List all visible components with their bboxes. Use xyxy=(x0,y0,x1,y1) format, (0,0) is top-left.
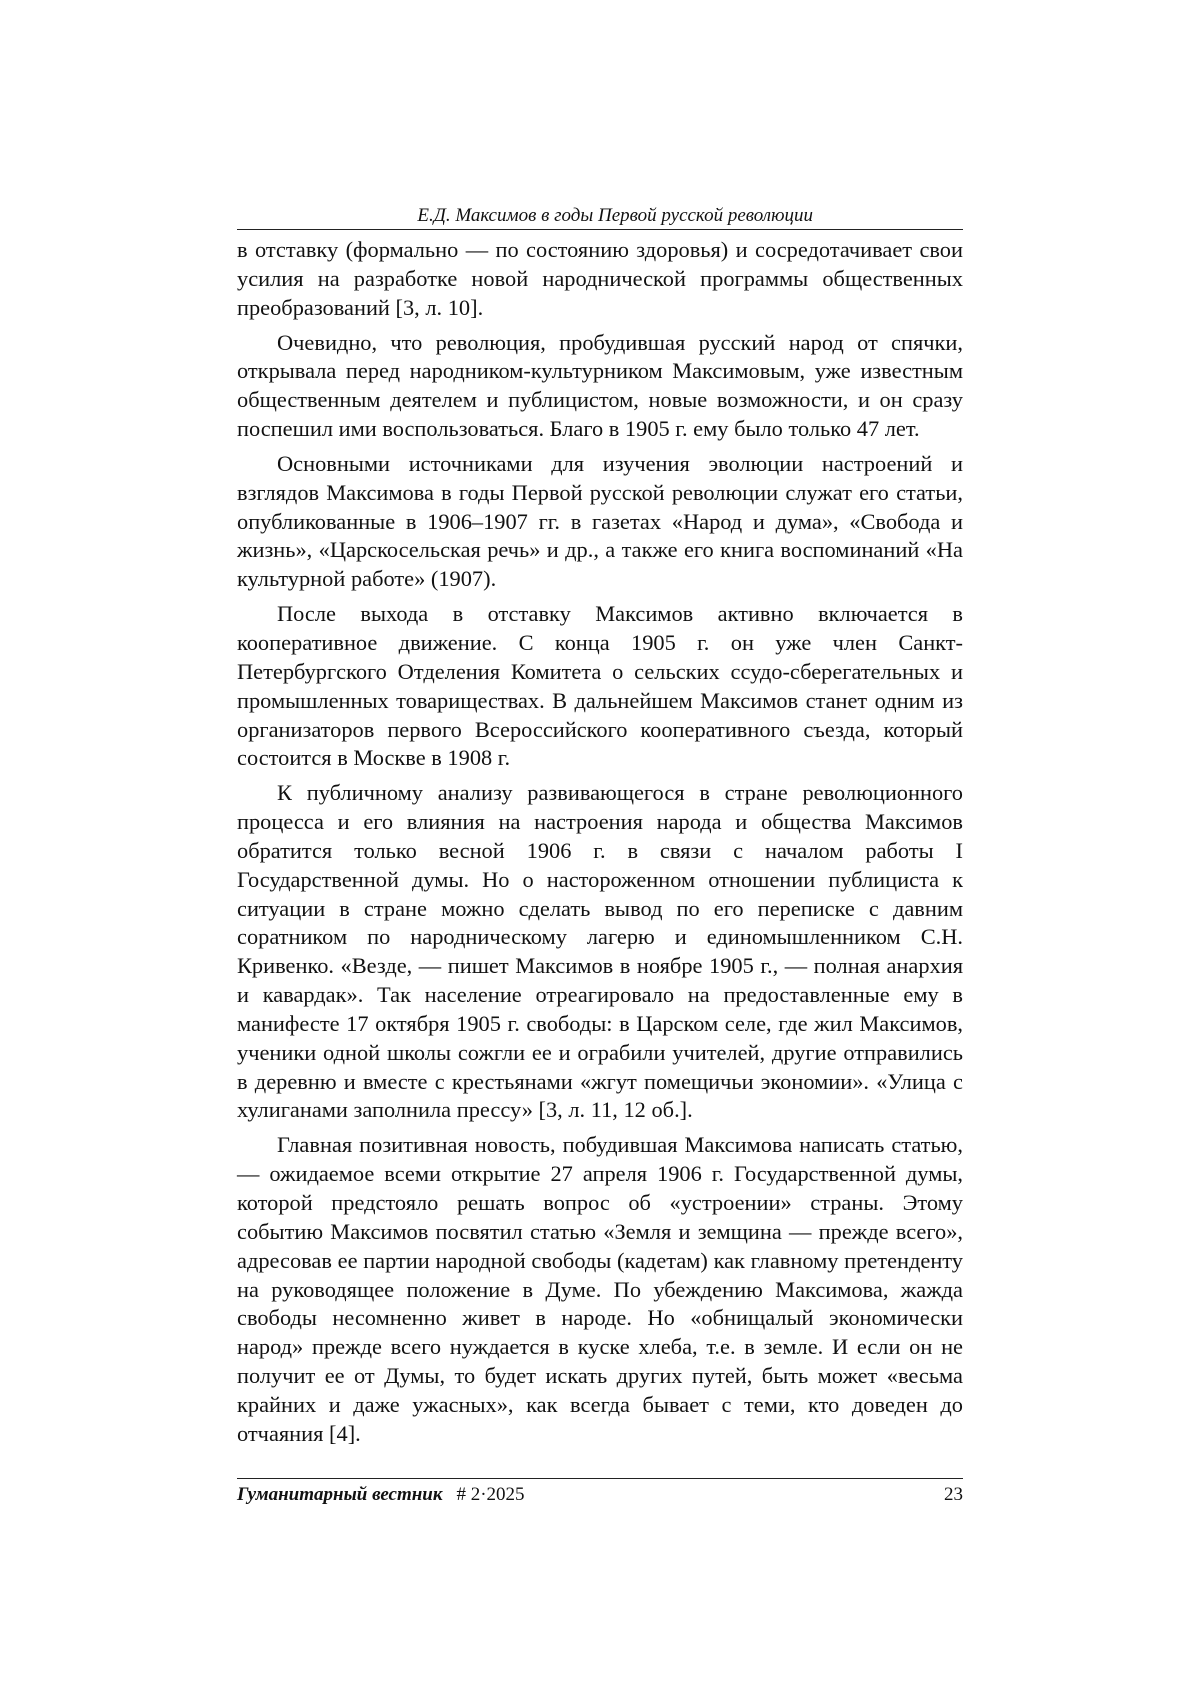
paragraph-4: После выхода в отставку Максимов активно включается в кооперативное движение. С конца 1905 г. он уже член Санкт-Петербургского Отделения Комитета о сельских ссудо-сберегательных и промышленных товариществах. В дальнейшем Максимов станет одним из организаторов первого Всероссийского кооперативного съезда, который состоится в Москве в 1908 г. xyxy=(237,601,963,771)
footer-rule xyxy=(237,1478,963,1479)
paragraph-2: Очевидно, что революция, пробудившая русский народ от спячки, открывала перед народником-культурником Максимовым, уже известным общественным деятелем и публицистом, новые возможности, и он сразу поспешил ими воспользоваться. Благо в 1905 г. ему было только 47 лет. xyxy=(237,329,963,442)
paragraph-6: Главная позитивная новость, побудившая Максимова написать статью, — ожидаемое всеми открытие 27 апреля 1906 г. Государственной думы, которой предстояло решать вопрос об «устроении» страны. Этому событию Максимов посвятил статью «Земля и земщина — прежде всего», адресовав ее партии народной свободы (кадетам) как главному претенденту на руководящее положение в Думе. По убеждению Максимова, жажда свободы несомненно живет в народе. Но «обнищалый экономически народ» прежде всего нуждается в куске хлеба, т.е. в земле. И если он не получит ее от Думы, то будет искать других путей, быть может «весьма крайних и даже ужасных», как всегда бывает с теми, кто доведен до отчаяния [4]. xyxy=(237,1132,963,1446)
running-title: Е.Д. Максимов в годы Первой русской революции xyxy=(417,205,813,226)
footer-line xyxy=(237,1483,963,1507)
journal-info xyxy=(237,1483,525,1507)
header-rule xyxy=(237,229,963,230)
paragraph-3: Основными источниками для изучения эволюции настроений и взглядов Максимова в годы Первой русской революции служат его статьи, опубликованные в 1906–1907 гг. в газетах «Народ и дума», «Свобода и жизнь», «Царскосельская речь» и др., а также его книга воспоминаний «На культурной работе» (1907). xyxy=(237,450,963,592)
journal-name: Гуманитарный вестник xyxy=(237,1484,443,1505)
issue-number: # 2·2025 xyxy=(456,1484,525,1505)
paragraph-1: в отставку (формально — по состоянию здоровья) и сосредотачивает свои усилия на разработке новой народнической программы общественных преобразований [3, л. 10]. xyxy=(237,237,963,320)
page-number: 23 xyxy=(944,1484,963,1505)
page-footer xyxy=(237,1478,963,1507)
page-content xyxy=(237,205,963,1449)
article-body xyxy=(237,236,963,1449)
paragraph-5: К публичному анализу развивающегося в стране революционного процесса и его влияния на настроения народа и общества Максимов обратится только весной 1906 г. в связи с началом работы I Государственной думы. Но о настороженном отношении публициста к ситуации в стране можно сделать вывод по его переписке с давним соратником по народническому лагерю и единомышленником С.Н. Кривенко. «Везде, — пишет Максимов в ноябре 1905 г., — полная анархия и кавардак». Так население отреагировало на предоставленные ему в манифесте 17 октября 1905 г. свободы: в Царском селе, где жил Максимов, ученики одной школы сожгли ее и ограбили учителей, другие отправились в деревню и вместе с крестьянами «жгут помещичьи экономии». «Улица с хулиганами заполнила прессу» [3, л. 11, 12 об.]. xyxy=(237,780,963,1123)
